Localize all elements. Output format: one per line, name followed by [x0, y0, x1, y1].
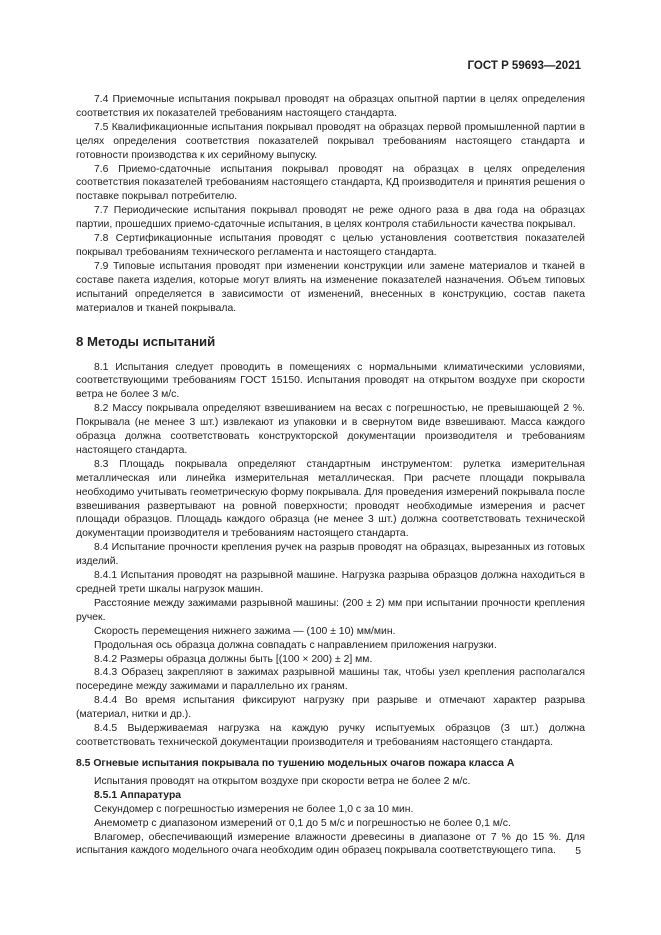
paragraph-7-4: 7.4 Приемочные испытания покрывал проводят на образцах опытной партии в целях определения соответствия их показателей требованиям настоящего стандарта.: [76, 94, 585, 119]
paragraph-8-5-intro: Испытания проводят на открытом воздухе при скорости ветра не более 2 м/с.: [94, 775, 471, 787]
paragraph-clamp-speed: Скорость перемещения нижнего зажима — (100 ± 10) мм/мин.: [94, 625, 396, 637]
paragraph-8-4: 8.4 Испытание прочности крепления ручек на разрыв проводят на образцах, вырезанных из готовых изделий.: [76, 542, 585, 568]
paragraph-8-1: 8.1 Испытания следует проводить в помещениях с нормальными климатическими условиями, соответствующими требованиям ГОСТ 15150. Испытания проводят на открытом воздухе при скорости ветра не более 3 м/с.: [76, 361, 585, 401]
paragraph-8-4-1: 8.4.1 Испытания проводят на разрывной машине. Нагрузка разрыва образцов должна находиться в средней трети шкалы нагрузок машин.: [76, 570, 585, 595]
paragraph-7-6: 7.6 Приемо-сдаточные испытания покрывал проводят на образцах в целях определения соответствия показателей требованиям настоящего стандарта, КД производителя и принятия решения о поставке покрывал потребителю.: [76, 163, 585, 203]
paragraph-anemometer: Анемометр с диапазоном измерений от 0,1 до 5 м/с и погрешностью не более 0,1 м/с.: [94, 817, 511, 829]
paragraph-7-7: 7.7 Периодические испытания покрывал проводят не реже одного раза в два года на образцах партии, прошедших приемо-сдаточные испытания, в целях контроля стабильности качества покрывал.: [76, 205, 585, 231]
paragraph-8-4-2: 8.4.2 Размеры образца должны быть [(100 × 200) ± 2] мм.: [94, 653, 373, 665]
paragraph-moisture-meter: Влагомер, обеспечивающий измерение влажности древесины в диапазоне от 7 % до 15 %. Для испытания каждого модельного очага необходим один образец покрывала соответствующего типа.: [76, 831, 585, 857]
paragraph-8-4-4: 8.4.4 Во время испытания фиксируют нагрузку при разрыве и отмечают характер разрыва (материал, нитки и др.).: [76, 695, 585, 721]
section-heading-8-5-1: 8.5.1 Аппаратура: [94, 789, 182, 801]
document-header: ГОСТ Р 59693—2021: [467, 60, 581, 72]
paragraph-8-3: 8.3 Площадь покрывала определяют стандартным инструментом: рулетка измерительная металлическая или линейка измерительная металлическая. При расчете площади покрывала необходимо учитывать геометрическую форму покрывала. Для проведения измерений покрывала после взвешивания развертывают на ровной поверхности; проводят необходимые измерения и расчет площади образцов. Площадь каждого образца (не менее 3 шт.) должна соответствовать технической документации производителя и требованиям настоящего стандарта.: [76, 458, 585, 540]
section-heading-8-5: 8.5 Огневые испытания покрывала по тушению модельных очагов пожара класса А: [76, 757, 515, 769]
paragraph-8-4-5: 8.4.5 Выдерживаемая нагрузка на каждую ручку испытуемых образцов (3 шт.) должна соответствовать технической документации производителя и требованиям настоящего стандарта.: [76, 723, 585, 748]
paragraph-stopwatch: Секундомер с погрешностью измерения не более 1,0 с за 10 мин.: [94, 803, 414, 815]
paragraph-7-5: 7.5 Квалификационные испытания покрывал проводят на образцах первой промышленной партии в целях определения соответствия показателей покрывал требованиям настоящего стандарта и готовности производства к их серийному выпуску.: [76, 121, 585, 161]
page-content: [76, 93, 585, 858]
paragraph-sample-axis: Продольная ось образца должна совпадать с направлением приложения нагрузки.: [94, 639, 497, 651]
paragraph-7-8: 7.8 Сертификационные испытания проводят с целью установления соответствия показателей покрывал требованиям технического регламента и настоящего стандарта.: [76, 233, 585, 258]
section-heading-8: 8 Методы испытаний: [76, 333, 216, 349]
page-number: 5: [575, 846, 581, 857]
paragraph-clamp-distance: Расстояние между зажимами разрывной машины: (200 ± 2) мм при испытании прочности крепления ручек.: [76, 597, 585, 623]
paragraph-7-9: 7.9 Типовые испытания проводят при изменении конструкции или замене материалов и тканей в составе пакета изделия, которые могут влиять на изменение показателей назначения. Объем типовых испытаний определяется в зависимости от изменений, внесенных в конструкцию, состав пакета материалов и тканей покрывала.: [76, 260, 585, 314]
paragraph-8-2: 8.2 Массу покрывала определяют взвешиванием на весах с погрешностью, не превышающей 2 %. Покрывала (не менее 3 шт.) извлекают из упаковки и в свернутом виде взвешивают. Масса каждого образца должна соответствовать конструкторской документации производителя и требованиям настоящего стандарта.: [76, 403, 585, 456]
paragraph-8-4-3: 8.4.3 Образец закрепляют в зажимах разрывной машины так, чтобы узел крепления располагался посередине между зажимами и параллельно их граням.: [76, 667, 585, 693]
